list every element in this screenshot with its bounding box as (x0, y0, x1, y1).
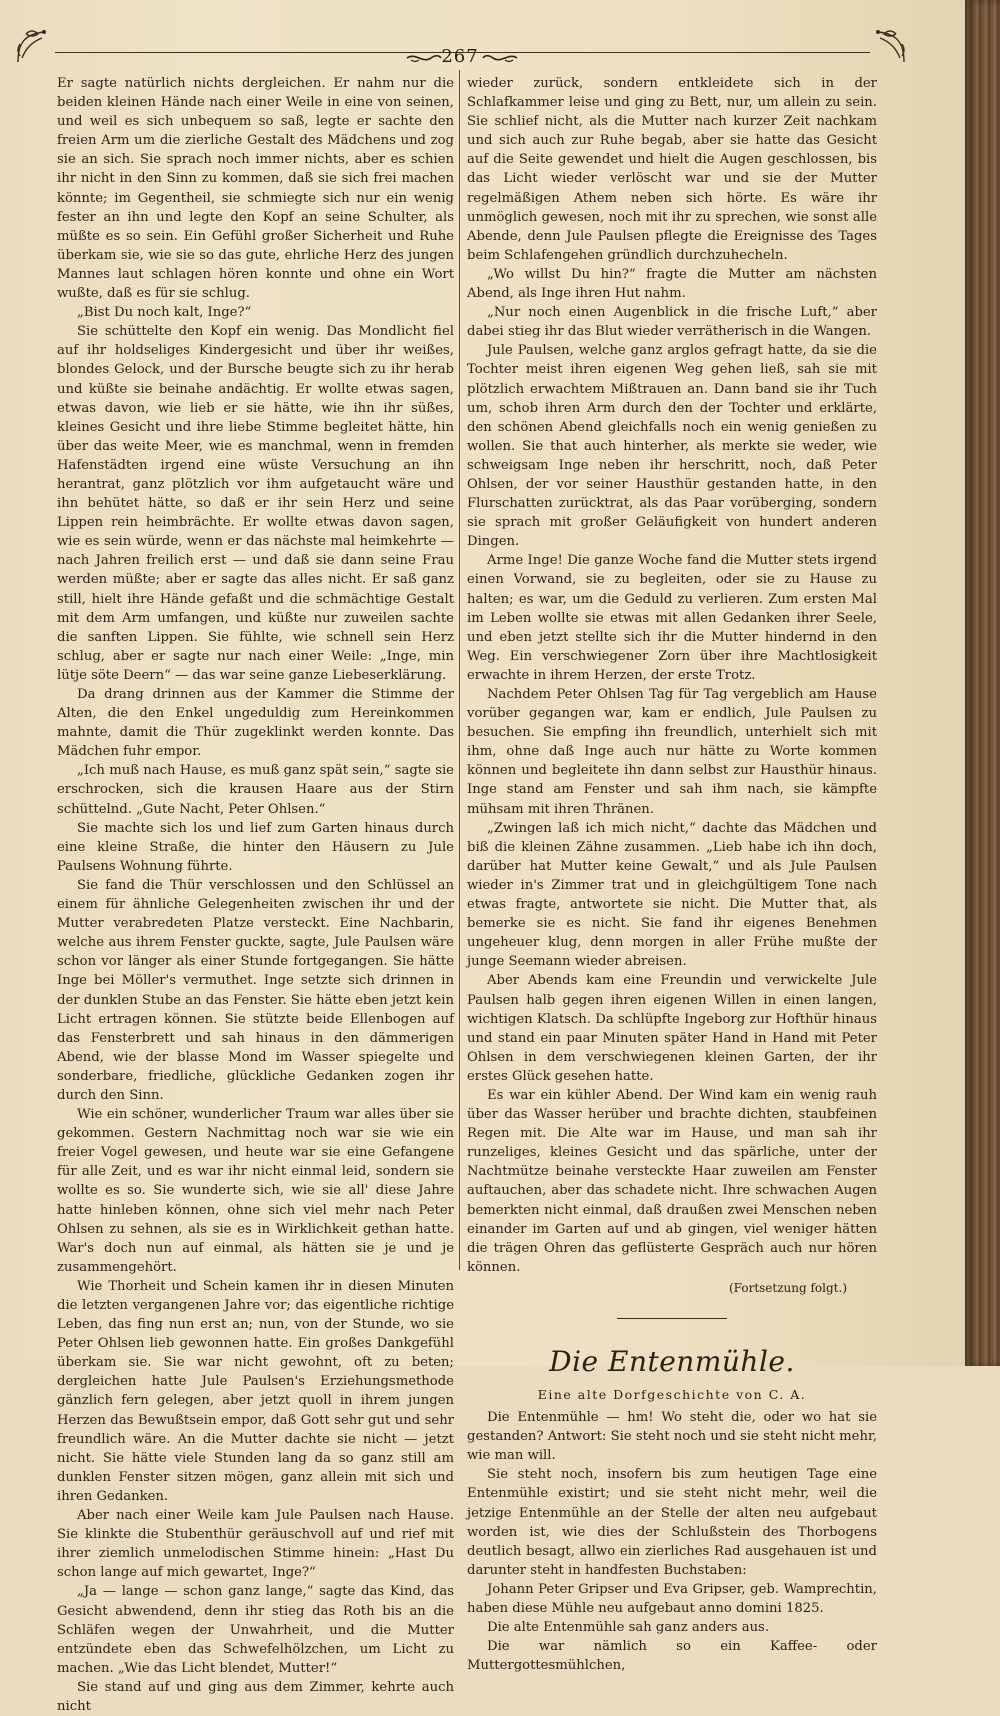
continued-note: (Fortsetzung folgt.) (729, 1280, 847, 1295)
paragraph: Sie stand auf und ging aus dem Zimmer, kehrte auch nicht (57, 1679, 454, 1714)
paragraph: Da drang drinnen aus der Kammer die Stimme der Alten, die den Enkel ungeduldig zum Hereinkommen mahnte, damit die Thür zugeklinkt werden konnte. Das Mädchen fuhr empor. (57, 687, 454, 760)
paragraph: „Wo willst Du hin?“ fragte die Mutter am nächsten Abend, als Inge ihren Hut nahm. (467, 266, 877, 302)
column-divider (459, 70, 460, 1270)
paragraph: „Ja — lange — schon ganz lange,“ sagte das Kind, das Gesicht abwendend, denn ihr stieg das Roth bis an die Schläfen wegen der Unwahrheit, und die Mutter entzündete eben das Schwefelhölzchen, um Licht zu machen. „Wie das Licht blendet, Mutter!“ (57, 1584, 454, 1676)
paragraph: Jule Paulsen, welche ganz arglos gefragt hatte, da sie die Tochter meist ihren eigenen Weg gehen ließ, sah sie mit plötzlich erwachtem Mißtrauen an. Dann band sie ihr Tuch um, schob ihren Arm durch den der Tochter und erklärte, den schönen Abend gleichfalls noch ein wenig genießen zu wollen. Sie that auch hinterher, als merkte sie weder, wie schweigsam Inge neben ihr herschritt, noch, daß Peter Ohlsen, der vor seiner Hausthür gestanden hatte, in den Flurschatten zurücktrat, als das Paar vorüberging, sondern sie sprach mit großer Geläufigkeit von hundert anderen Dingen. (467, 343, 877, 550)
paragraph: wieder zurück, sondern entkleidete sich in der Schlafkammer leise und ging zu Bett, nur, um allein zu sein. Sie schlief nicht, als die Mutter nach kurzer Zeit nachkam und sich auch zur Ruhe begab, aber sie hatte das Gesicht auf die Seite gewendet und hielt die Augen geschlossen, bis das Licht wieder verlöscht war und sie der Mutter regelmäßigen Athem neben sich hörte. Es wäre ihr unmöglich gewesen, noch mit ihr zu sprechen, wie sonst alle Abende, denn Jule Paulsen pflegte die Ereignisse des Tages beim Schlafengehen gründlich durchzuhecheln. (467, 76, 877, 263)
paragraph: „Ich muß nach Hause, es muß ganz spät sein,“ sagte sie erschrocken, sich die krausen Haare aus der Stirn schüttelnd. „Gute Nacht, Peter Ohlsen.“ (57, 763, 454, 817)
story-title: Die Entenmühle. (549, 1345, 795, 1378)
corner-flourish-icon (868, 26, 908, 66)
right-column (467, 74, 877, 1675)
page-number: 267 (441, 46, 479, 67)
paragraph: Es war ein kühler Abend. Der Wind kam ein wenig rauh über das Wasser herüber und brachte dichten, staubfeinen Regen mit. Die Alte war im Hause, und man sah ihr runzeliges, kleines Gesicht und das spärliche, unter der Nachtmütze beinahe versteckte Haar zuweilen am Fenster auftauchen, aber das schadete nicht. Ihre schwachen Augen bemerkten nicht einmal, daß draußen zwei Menschen neben einander im Garten auf und ab gingen, viel weniger hätten die trägen Ohren das geflüsterte Gespräch auch nur hören können. (467, 1087, 877, 1275)
paragraph: Wie ein schöner, wunderlicher Traum war alles über sie gekommen. Gestern Nachmittag noch war sie wie ein freier Vogel gewesen, und heute war sie eine Gefangene für alle Zeit, und es war ihr nicht einmal leid, sondern sie wollte es so. Sie wunderte sich, wie sie all' diese Jahre hatte hinleben können, ohne sich viel mehr nach Peter Ohlsen zu sehnen, als sie es in Wirklichkeit gethan hatte. War's doch nun auf einmal, als hätten sie je und je zusammengehört. (57, 1107, 454, 1275)
paragraph: Aber Abends kam eine Freundin und verwickelte Jule Paulsen halb gegen ihren eigenen Willen in einen langen, wichtigen Klatsch. Da schlüpfte Ingeborg zur Hofthür hinaus und stand ein paar Minuten später Hand in Hand mit Peter Ohlsen in dem verschwiegenen kleinen Garten, der ihr erstes Glück gesehen hatte. (467, 973, 877, 1084)
paragraph: Die war nämlich so ein Kaffee- oder Muttergottesmühlchen, (467, 1639, 877, 1674)
paragraph: Nachdem Peter Ohlsen Tag für Tag vergeblich am Hause vorüber gegangen war, kam er endlich, Jule Paulsen zu besuchen. Sie empfing ihn freundlich, unterhielt sich mit ihm, ohne daß Inge auch nur hätte zu Worte kommen können und begleitete ihn dann selbst zur Hausthür hinaus. Inge stand am Fenster und sah ihm nach, sie kämpfte mühsam mit ihren Thränen. (467, 687, 877, 817)
paragraph: Wie Thorheit und Schein kamen ihr in diesen Minuten die letzten vergangenen Jahre vor; das eigentliche richtige Leben, das fing nun erst an; nun, von der Stunde, wo sie Peter Ohlsen lieb gewonnen hatte. Ein großes Dankgefühl überkam sie. Sie war nicht gewohnt, oft zu beten; dergleichen hatte Jule Paulsen's Erziehungsmethode gänzlich fern gelegen, aber jetzt quoll in ihrem jungen Herzen das Bewußtsein empor, daß Gott sehr gut und sehr freundlich wäre. An die Mutter dachte sie nicht — jetzt nicht. Sie hätte viele Stunden lang da so ganz still am dunklen Fenster sitzen mögen, ganz allein mit sich und ihren Gedanken. (57, 1278, 454, 1504)
paragraph: Die Entenmühle — hm! Wo steht die, oder wo hat sie gestanden? Antwort: Sie steht noch und sie steht nicht mehr, wie man will. (467, 1410, 877, 1464)
paragraph: Johann Peter Gripser und Eva Gripser, geb. Wamprechtin, haben diese Mühle neu aufgebaut anno domini 1825. (467, 1581, 877, 1617)
paragraph: „Bist Du noch kalt, Inge?“ (77, 305, 252, 321)
paragraph: Sie steht noch, insofern bis zum heutigen Tage eine Entenmühle existirt; und sie steht nicht mehr, weil die jetzige Entenmühle an der Stelle der alten neu aufgebaut worden ist, wie dies der Schlußstein des Thorbogens deutlich besagt, allwo ein zierliches Rad ausgehauen ist und darunter steht in handfesten Buchstaben: (467, 1467, 877, 1578)
paragraph: Er sagte natürlich nichts dergleichen. Er nahm nur die beiden kleinen Hände nach einer Weile in eine von seinen, und weil es sich unbequem so saß, legte er sachte den freien Arm um die zierliche Gestalt des Mädchens und zog sie an sich. Sie sprach noch immer nichts, aber es schien ihr nicht in den Sinn zu kommen, daß sie sich frei machen könnte; im Gegentheil, sie schmiegte sich nur ein wenig fester an ihn und legte den Kopf an seine Schulter, als müßte es so sein. Ein Gefühl großer Sicherheit und Ruhe überkam sie, wie sie so das gute, ehrliche Herz des jungen Mannes laut schlagen hören konnte und ohne ein Wort wußte, daß es für sie schlug. (57, 76, 454, 302)
corner-flourish-icon (14, 26, 54, 66)
left-column (57, 74, 454, 1716)
paragraph: „Nur noch einen Augenblick in die frische Luft,“ aber dabei stieg ihr das Blut wieder verrätherisch in die Wangen. (467, 305, 877, 340)
paragraph: Die alte Entenmühle sah ganz anders aus. (487, 1620, 770, 1636)
paragraph: Arme Inge! Die ganze Woche fand die Mutter stets irgend einen Vorwand, sie zu begleiten, oder sie zu Hause zu halten; es war, um die Geduld zu verlieren. Zum ersten Mal im Leben wollte sie etwas mit allen Gedanken ihrer Seele, und eben jetzt stellte sich ihr die Mutter hindernd in den Weg. Ein verschwiegener Zorn über ihre Machtlosigkeit erwachte in ihrem Herzen, der erste Trotz. (467, 553, 877, 683)
paragraph: Aber nach einer Weile kam Jule Paulsen nach Hause. Sie klinkte die Stubenthür geräuschvoll auf und rief mit ihrer ziemlich unmelodischen Stimme hinein: „Hast Du schon lange auf mich gewartet, Inge?“ (57, 1508, 454, 1581)
paragraph: Sie machte sich los und lief zum Garten hinaus durch eine kleine Straße, die hinter den Häusern zu Jule Paulsens Wohnung führte. (57, 820, 454, 874)
paragraph: Sie schüttelte den Kopf ein wenig. Das Mondlicht fiel auf ihr holdseliges Kindergesicht und über ihr weißes, blondes Gelock, und der Bursche beugte sich zu ihr herab und küßte sie beinahe andächtig. Er wollte etwas sagen, etwas davon, wie lieb er sie hätte, wie ihn ihr süßes, kleines Gesicht und ihre liebe Stimme begleitet hätte, hin über das weite Meer, wie es manchmal, wenn in fremden Hafenstädten irgend eine wüste Versuchung an ihn herantrat, ganz plötzlich vor ihm aufgetaucht wäre und ihn behütet hätte, so daß er ihr sein Herz und seine Lippen rein heimbrächte. Er wollte etwas davon sagen, wie es sein würde, wenn er das nächste mal heimkehrte — nach Jahren freilich erst — und daß sie dann seine Frau werden müßte; aber er sagte das alles nicht. Er saß ganz still, hielt ihre Hände gefaßt und die schmächtige Gestalt mit dem Arm umfangen, und küßte nur zuweilen sachte die sanften Lippen. Sie fühlte, wie schnell sein Herz schlug, aber er sagte nur nach einer Weile: „Inge, min lütje söte Deern“ — das war seine ganze Liebeserklärung. (57, 324, 454, 683)
story-subtitle: Eine alte Dorfgeschichte von C. A. (537, 1387, 807, 1402)
ornament-right-icon (481, 52, 519, 64)
book-spine (965, 0, 1000, 1366)
paragraph: Sie fand die Thür verschlossen und den Schlüssel an einem für ähnliche Gelegenheiten zwischen ihr und der Mutter verabredeten Platze versteckt. Eine Nachbarin, welche aus ihrem Fenster guckte, sagte, Jule Paulsen wäre schon vor länger als einer Stunde fortgegangen. Sie hätte Inge bei Möller's vermuthet. Inge setzte sich drinnen in der dunklen Stube an das Fenster. Sie hätte eben jetzt kein Licht ertragen können. Sie stützte beide Ellenbogen auf das Fensterbrett und sah hinaus in den dämmerigen Abend, wie der blasse Mond im Wasser spiegelte und sonderbare, friedliche, glückliche Gedanken zogen ihr durch den Sinn. (57, 877, 454, 1103)
story-divider (617, 1318, 727, 1319)
paragraph: „Zwingen laß ich mich nicht,“ dachte das Mädchen und biß die kleinen Zähne zusammen. „Lieb habe ich ihn doch, darüber hat Mutter keine Gewalt,“ und als Jule Paulsen wieder in's Zimmer trat und in gleichgültigem Tone nach etwas fragte, antwortete sie nicht. Die Mutter that, als bemerke sie es nicht. Sie fand ihr eigenes Benehmen ungeheuer klug, denn morgen in aller Frühe mußte der junge Seemann wieder abreisen. (467, 820, 877, 970)
